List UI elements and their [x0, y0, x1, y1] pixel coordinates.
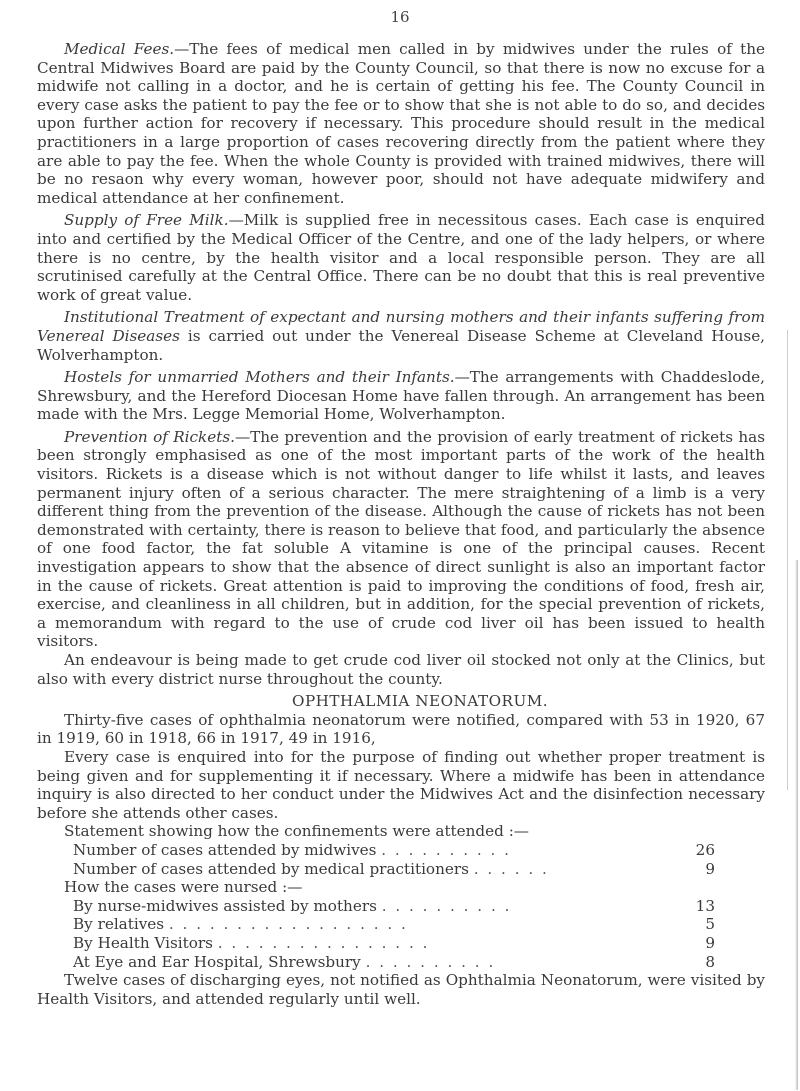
rickets-paragraph-2: An endeavour is being made to get crude cod liver oil stocked not only at the Clinics, but also with every district nurse throughout the county. [37, 651, 765, 688]
table-row [37, 897, 765, 916]
row-label: By Health Visitors . . . . . . . . . . . . . . . . [73, 933, 430, 952]
free-milk-body: —Milk is supplied free in necessitous cases. Each case is enquired into and certified by the Medical Officer of the Centre, and one of the lady helpers, or where there is no centre, by the health visitor and a local responsible person. They are all scrutinised carefully at the Central Office. There can be no doubt that this is real preventive work of great value. [37, 211, 765, 304]
table-row [37, 878, 765, 897]
nursed-intro: How the cases were nursed :— [64, 878, 303, 897]
medical-fees-title: Medical Fees. [64, 40, 175, 58]
rickets-body: —The prevention and the provision of early treatment of rickets has been strongly emphasised as one of the most important parts of the work of the health visitors. Rickets is a disease which is not without danger to life whilst it lasts, and leaves permanent injury often of a serious character. The mere straightening of a limb is a very different thing from the prevention of the disease. Although the cause of rickets has not been demonstrated with certainty, there is reason to believe that food, and particularly the absence of one food factor, the fat soluble A vitamine is one of the principal causes. Recent investigation appears to show that the absence of direct sunlight is also an important factor in the cause of rickets. Great attention is paid to improving the conditions of food, fresh air, exercise, and cleanliness in all children, but in addition, for the special prevention of rickets, a memorandum with regard to the use of crude cod liver oil has been issued to health visitors. [37, 427, 765, 651]
institutional-title: Institutional Treatment of expectant and nursing mothers and their infants suffering from Venereal Diseases [37, 308, 765, 345]
medical-fees-body: —The fees of medical men called in by midwives under the rules of the Central Midwives Board are paid by the County Council, so that there is now no excuse for a midwife not calling in a doctor, and he is certain of getting his fee. The County Council in every case asks the patient to pay the fee or to show that she is not able to do so, and decides upon further action for recovery if necessary. This procedure should result in the medical practitioners in a large proportion of cases recovering directly from the patient where they are able to pay the fee. When the whole County is provided with trained midwives, there will be no resaon why every woman, however poor, should not have adequate midwifery and medical attendance at her confinement. [37, 40, 765, 207]
rickets-title: Prevention of Rickets. [64, 427, 235, 446]
institutional-body: is carried out under the Venereal Disease Scheme at Cleveland House, Wolverhampton. [37, 326, 766, 364]
free-milk-paragraph [37, 211, 765, 304]
table-row [37, 841, 765, 860]
row-label: By nurse-midwives assisted by mothers . . . . . . . . . . [73, 896, 512, 915]
table-row [37, 934, 765, 953]
table-row [37, 860, 765, 879]
hostels-body: —The arrangements with Chaddeslode, Shrewsbury, and the Hereford Diocesan Home have fallen through. An arrangement has been made with the Mrs. Legge Memorial Home, Wolverhampton. [37, 368, 765, 424]
page-number: 16 [390, 8, 410, 26]
rickets-paragraph [37, 428, 765, 651]
row-value: 26 [695, 840, 715, 859]
table-row [37, 915, 765, 934]
row-value: 9 [705, 859, 715, 878]
ophthalmia-heading: OPHTHALMIA NEONATORUM. [292, 692, 549, 711]
free-milk-title: Supply of Free Milk. [64, 211, 229, 230]
ophthalmia-statement-intro: Statement showing how the confinements were attended :— [64, 822, 529, 841]
row-value: 9 [705, 933, 715, 952]
row-label: At Eye and Ear Hospital, Shrewsbury . . . . . . . . . . [73, 952, 496, 971]
hostels-paragraph [37, 368, 765, 424]
row-label: Number of cases attended by medical practitioners . . . . . . [73, 859, 549, 878]
row-label: Number of cases attended by midwives . . . . . . . . . . [73, 840, 512, 859]
institutional-paragraph [37, 308, 765, 364]
row-label: By relatives . . . . . . . . . . . . . . . . . . [73, 915, 408, 934]
ophthalmia-paragraph-2: Every case is enquired into for the purpose of finding out whether proper treatment is being given and for supplementing it if necessary. Where a midwife has been in attendance inquiry is also directed to her conduct under the Midwives Act and the disinfection necessary before she attends other cases. [37, 747, 765, 822]
page-edge-shadow [795, 560, 798, 1090]
row-value: 13 [695, 896, 715, 915]
ophthalmia-paragraph-1: Thirty-five cases of ophthalmia neonatorum were notified, compared with 53 in 1920, 67 in 1919, 60 in 1918, 66 in 1917, 49 in 1916, [37, 710, 765, 748]
hostels-title: Hostels for unmarried Mothers and their Infants. [64, 368, 455, 387]
row-value: 8 [705, 952, 715, 971]
attended-table [37, 841, 765, 971]
row-value: 5 [705, 915, 715, 934]
page-edge-line [787, 330, 788, 790]
page-content [37, 40, 765, 1008]
ophthalmia-paragraph-4: Twelve cases of discharging eyes, not notified as Ophthalmia Neonatorum, were visited by Health Visitors, and attended regularly until well. [37, 971, 765, 1008]
table-row [37, 953, 765, 972]
medical-fees-paragraph [37, 40, 765, 207]
